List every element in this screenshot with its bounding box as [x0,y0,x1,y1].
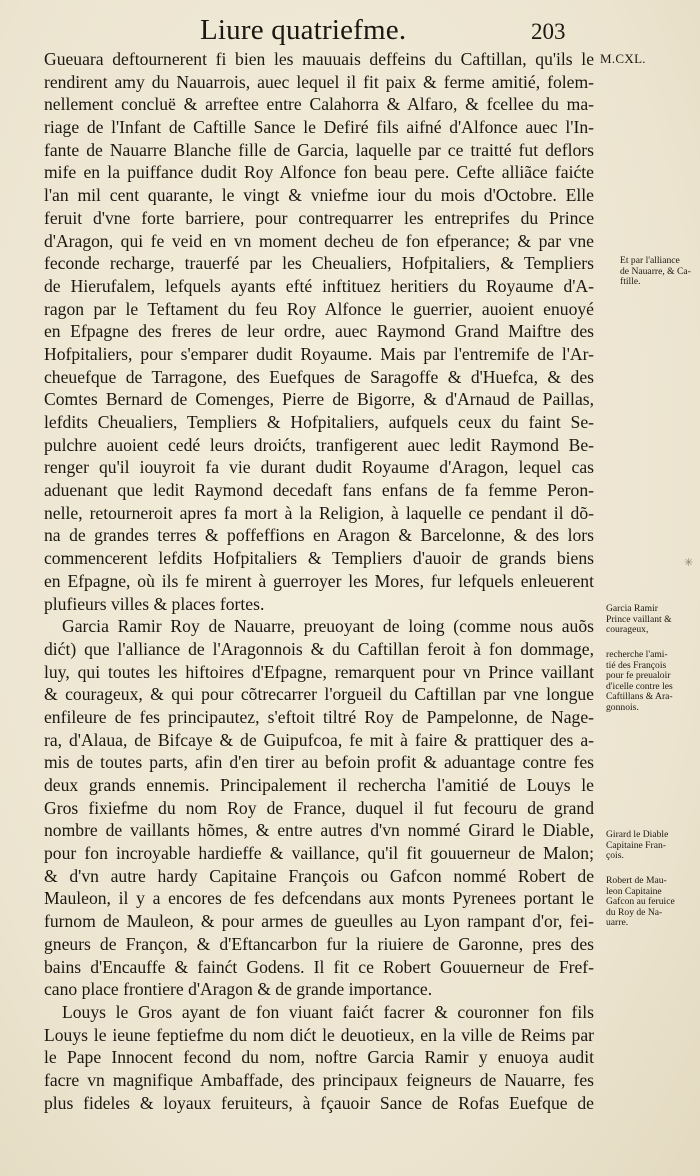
body-text [44,48,594,1114]
text-line: mis de toutes parts, afin d'en tirer au befoin profit & aduantage contre fes [44,752,594,773]
text-line: rendirent amy du Nauarrois, auec lequel il fit paix & ferme amitié, folem- [44,71,594,92]
text-line: Gueuara deftournerent fi bien les mauuais deffeins du Caftillan, qu'ils le [44,49,594,69]
margin-note-line: pour fe preualoir [606,670,671,682]
margin-note-line: Et par l'alliance [620,255,680,266]
margin-note-line: Capitaine Fran- [606,839,666,851]
margin-note-line: recherche l'ami- [606,649,668,660]
text-line: & d'vn autre hardy Capitaine François ou Gafcon nommé Robert de [44,865,594,886]
margin-note-line: Girard le Diable [606,829,669,840]
margin-year: M.CXL. [600,51,646,66]
text-line: en Efpagne, où ils fe mirent à guerroyer les Mores, fur lefquels enleuerent [44,570,594,591]
text-line: aduenant que ledit Raymond decedaft fans enfans de fa femme Peron- [44,480,594,501]
text-line: cano place frontiere d'Aragon & de grande importance. [44,979,433,1000]
text-line: Comtes Bernard de Comenges, Pierre de Bigorre, & d'Arnaud de Paillas, [44,389,594,410]
text-line: facre vn magnifique Ambaffade, des principaux feigneurs de Nauarre, fes [44,1069,594,1090]
text-line: pour fon incroyable hardieffe & vaillance, qu'il fit gouuerneur de Malon; [44,843,594,864]
text-line: deux grands ennemis. Principalement il rechercha l'amitié de Louys le [44,775,594,795]
text-line: ra, d'Alaua, de Bifcaye & de Guipufcoa, fe mit à faire & prattiquer des a- [44,729,594,750]
running-title: Liure quatriefme. [200,14,407,46]
text-line: feconde recharge, trauerfé par les Cheualiers, Hofpitaliers, & Templiers [44,253,594,274]
text-line: en Efpagne des freres de leur ordre, auec Raymond Grand Maiftre des [44,321,594,342]
text-line: riage de l'Infant de Caftille Sance le Defiré fils aifné d'Alfonce auec l'In- [44,117,594,138]
margin-note-girard [606,830,668,862]
text-line: nellement concluë & arreftee entre Calahorra & Alfaro, & fcellee du ma- [44,94,594,115]
text-line: na de grandes terres & poffeffions en Aragon & Barcelonne, & des lors [44,525,594,546]
margin-note-line: d'icelle contre les [606,680,673,692]
text-line: nelle, retourneroit apres fa mort à la Religion, à laquelle ce pendant il dõ- [44,502,594,523]
text-line: mife en la puiffance dudit Roy Alfonce fon beau pere. Cefte alliãce faićte [44,162,594,183]
text-line: nombre de vaillants hõmes, & entre autres d'vn nommé Girard le Diable, [44,820,594,841]
margin-note-line: Robert de Mau- [606,875,667,886]
text-line: commencerent lefdits Hofpitaliers & Templiers d'auoir de grands biens [44,548,594,569]
text-line: gneurs de Françon, & d'Eftancarbon fur la riuiere de Garonne, pres des [44,933,594,954]
text-line: renger qu'il iouyroit fa vie durant dudit Royaume d'Aragon, lequel cas [44,457,594,478]
margin-note-line: leon Capitaine [606,885,662,897]
text-line: Gros fixiefme du nom Roy de France, duquel il fut fecouru de grand [44,797,594,818]
margin-note-garcia [606,604,672,636]
text-line: bains d'Encauffe & fainćt Godens. Il fit ce Robert Gouuerneur de Fref- [44,956,594,977]
margin-note-robert [606,876,675,929]
margin-note-line: ftille. [620,276,641,288]
text-line: plus fideles & loyaux feruiteurs, à fçauoir Sance de Rofas Euefque de [44,1092,594,1113]
text-line: l'an mil cent quarante, le vingt & vniefme iour du mois d'Octobre. Elle [44,185,594,206]
text-line: lefdits Cheualiers, Templiers & Hofpitaliers, aufquels ceux du faint Se- [44,412,594,432]
text-line: feruit d'vne forte barriere, pour contrequarrer les entreprifes du Prince [44,207,594,228]
text-line: furnom de Mauleon, & pour armes de gueulles au Lyon rampant d'or, fei- [44,911,594,932]
text-line: Louys le ieune feptiefme du nom dićt le deuotieux, en la ville de Reims par [44,1024,594,1045]
text-line: enfileure de fes principautez, s'eftoit tiltré Roy de Pampelonne, de Nage- [44,706,594,727]
text-line: luy, qui toutes les hiftoires d'Efpagne, remarquent pour vn Prince vaillant [44,661,594,682]
text-line: pulchre auoient cedé leurs droićts, tranfigerent auec ledit Raymond Be- [44,434,594,455]
margin-note-alliance [620,256,691,288]
text-line: Louys le Gros ayant de fon viuant faićt facrer & couronner fon fils [62,1001,594,1022]
text-line: dićt) que l'alliance de l'Aragonnois & du Caftillan feroit à fon dommage, [44,638,594,659]
margin-note-line: de Nauarre, & Ca- [620,265,691,277]
text-line: & courageux, & qui pour cõtrecarrer l'orgueil du Caftillan par vne longue [44,684,594,705]
text-line: d'Aragon, qui fe veid en vn moment decheu de fon efperance; & par vne [44,230,594,251]
text-line: Mauleon, il y a encores de fes defcendans aux monts Pyrenees portant le [44,888,594,909]
text-line: de Hierufalem, lefquels ayants efté inftituez heritiers du Royaume d'A- [44,275,594,296]
margin-note-line: çois. [606,850,624,862]
margin-note-recherche [606,650,673,714]
margin-note-line: Garcia Ramir [606,603,658,614]
margin-note-line: uarre. [606,917,629,929]
margin-note-line: Caftillans & Ara- [606,691,673,703]
margin-note-line: gonnois. [606,701,639,713]
margin-note-line: Gafcon au feruice [606,896,675,908]
text-line: fante de Nauarre Blanche fille de Garcia, laquelle par ce traitté fut deflors [44,139,594,160]
text-line: cheuefque de Tarragone, des Euefques de Saragoffe & d'Huefca, & des [44,366,594,387]
ink-blot-mark: ✳ [684,557,694,569]
margin-note-line: tié des François [606,659,667,671]
margin-note-line: du Roy de Na- [606,906,663,918]
page-number: 203 [531,19,566,44]
text-line: le Pape Innocent fecond du nom, noftre Garcia Ramir y enuoya audit [44,1047,594,1068]
margin-note-line: courageux, [606,624,649,636]
text-line: Garcia Ramir Roy de Nauarre, preuoyant de loing (comme nous auõs [62,616,594,637]
text-line: Hofpitaliers, pour s'emparer dudit Royaume. Mais par l'entremife de l'Ar- [44,343,594,364]
text-line: ragon par le Teftament du feu Roy Alfonce le guerrier, auoient enuoyé [44,298,594,319]
text-line: plufieurs villes & places fortes. [44,593,265,614]
margin-note-line: Prince vaillant & [606,613,672,625]
